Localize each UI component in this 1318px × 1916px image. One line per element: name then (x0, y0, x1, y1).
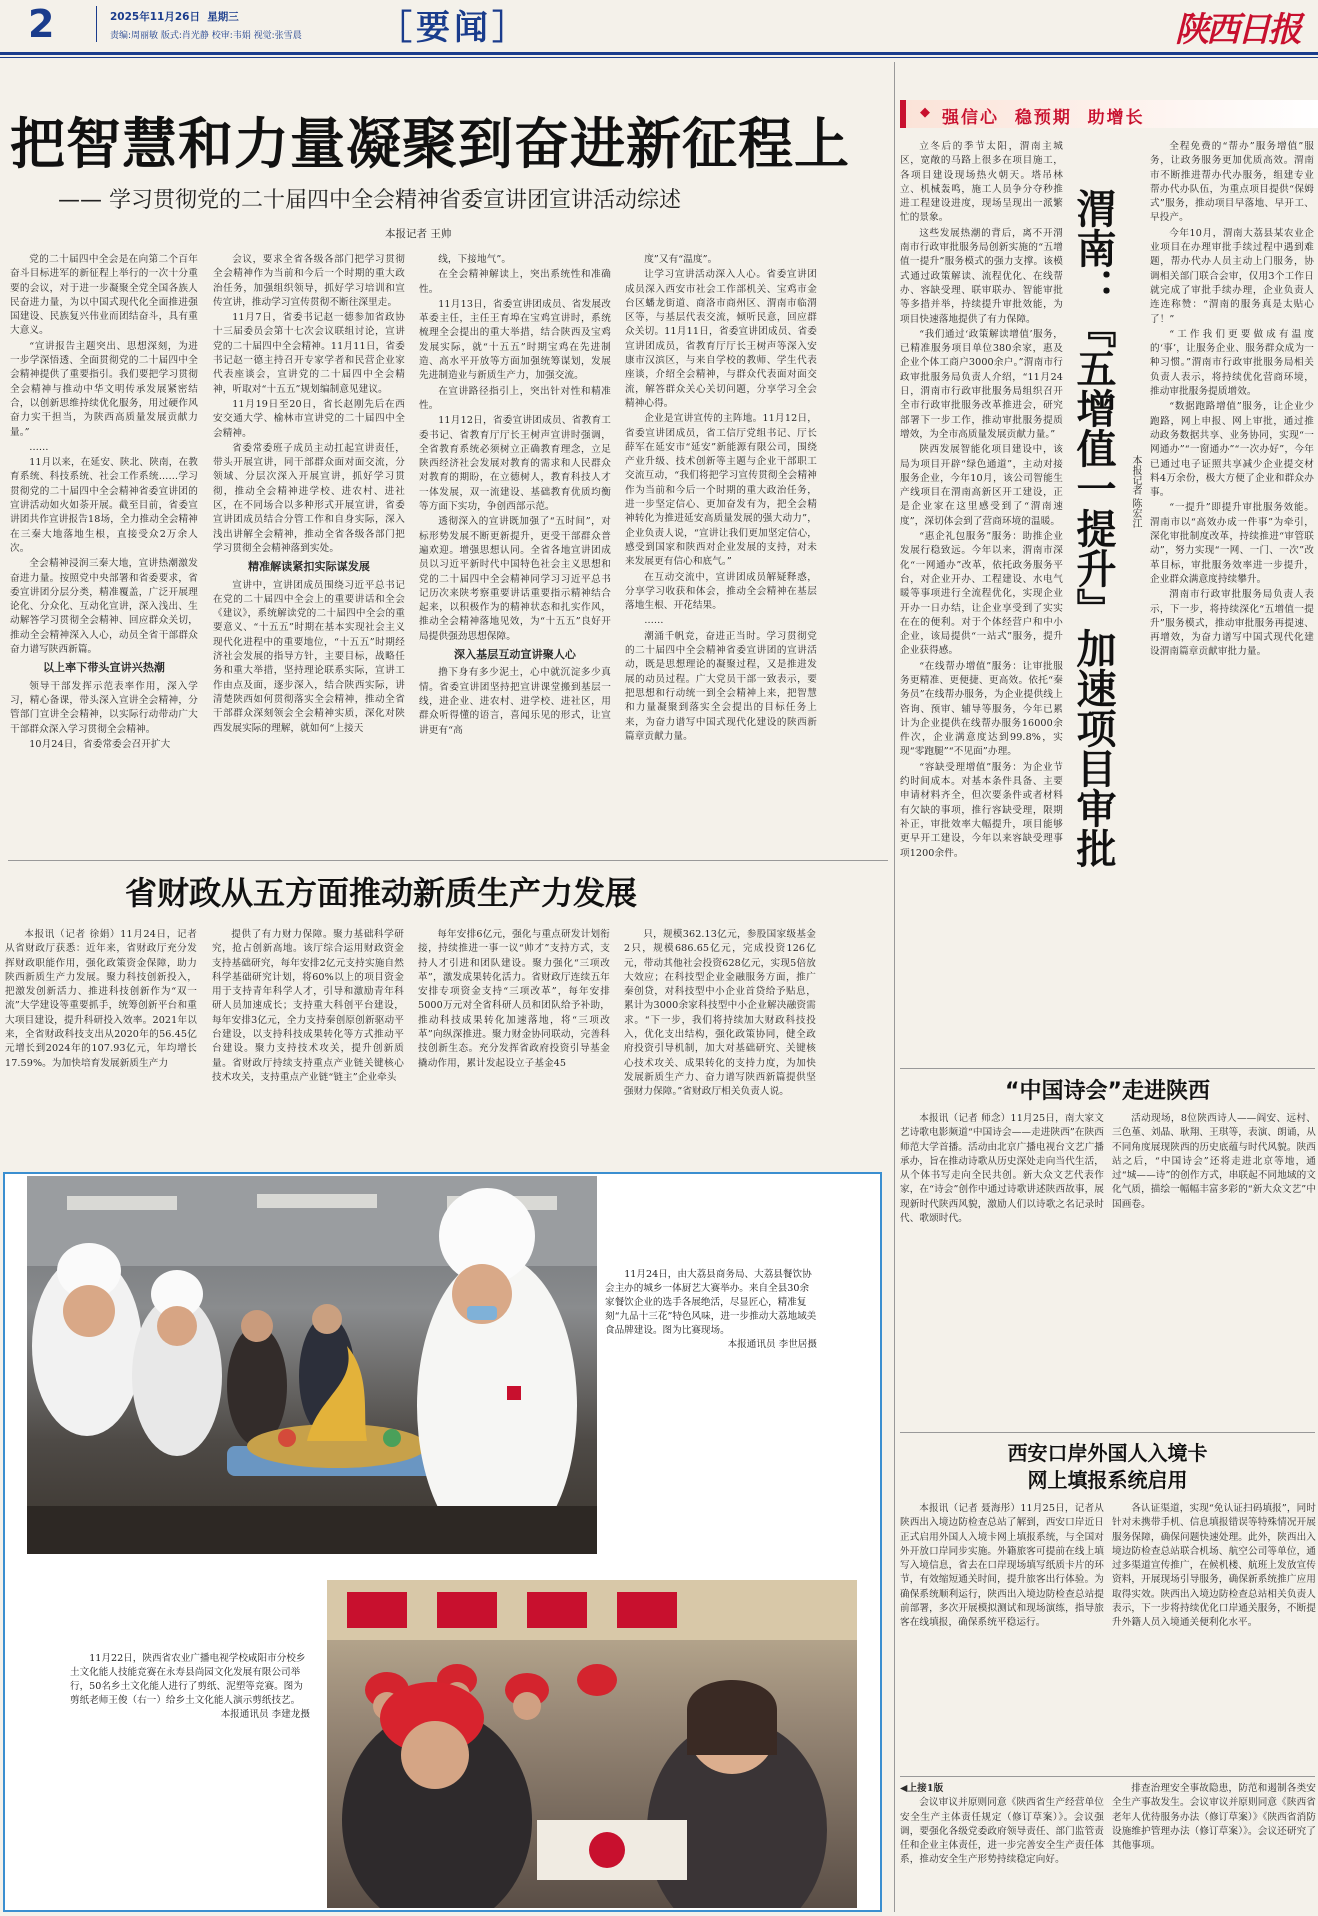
port-column-b: 各认证渠道，实现“免认证扫码填报”，同时针对未携带手机、信息填报错误等特殊情况开展服务保障，确保问题快速处理。此外，陕西出入境边防检查总站联合机场、航空公司等单位，通过多渠道宣传推广，在候机楼、航班上发放宣传资料，开展现场引导服务，确保新系统推广应用取得实效。陕西出入境边防检查总站相关负责人表示，下一步将持续优化口岸通关服务，不断提升外籍人员入境通关便利化水平。 (1112, 1503, 1316, 1629)
lead-column-4: 度”又有“温度”。 让学习宣讲活动深入人心。省委宣讲团成员深入西安市社会工作部机关、宝鸡市金台区蟠龙街道、商洛市商州区、渭南市临渭区等，与基层代表交流，倾听民意，回应群众关切。11月11日，省委宣讲团成员、省委宣讲团成员，省教育厅厅长王树声等深入安康市汉滨区，与来自学校的教师、学生代表座谈，介绍全会精神，与群众代表面对面交流，解答群众关心关切问题，分享学习全会精神心得。 企业是宣讲宣传的主阵地。11月12日，省委宣讲团成员，省工信厅党组书记、厅长薛军在延安市“延安”新能源有限公司，围绕产业升级、技术创新等主题与企业干部职工交流互动，“我们将把学习宣传贯彻全会精神作为当前和今后一个时期的重大政治任务，进一步坚定信心、更加奋发有为，把全会精神转化为推进延安高质量发展的强大动力”，企业负责人说，“宣讲让我们更加坚定信心，感受到国家和陕西对企业发展的支持，对未来发展更有信心和底气。” 在互动交流中，宣讲团成员解疑释惑，分享学习收获和体会，推动全会精神在基层落地生根、开花结果。 …… 潮涌千帆竞，奋进正当时。学习贯彻党的二十届四中全会精神省委宣讲团的宣讲活动，既是思想理论的凝聚过程，又是推进发展的动员过程。广大党员干部一致表示，要把思想和行动统一到全会精神上来，把智慧和力量凝聚到落实全会提出的目标任务上来，为奋力谱写中国式现代化建设的陕西新篇章贡献力量。 (625, 254, 817, 742)
weinan-column-a: 立冬后的季节太阳，渭南主城区，宽敞的马路上很多在项目施工，各项目建设现场热火朝天。塔吊林立、机械轰鸣，施工人员争分夺秒推进工程建设进度，现场呈现出一派繁忙的景象。 这些发展热潮的背后，离不开渭南市行政审批服务局创新实施的“五增值一提升”服务模式的强力支撑。该模式通过政策解读、流程优化、在线帮办、容缺受理、联审联办、智能审批等多措并举，持续提升审批效能，为项目快速落地提供了有力保障。 “我们通过‘政策解读增值’服务，已精准服务项目单位380余家，惠及企业个体工商户3000余户。”渭南市行政审批服务局负责人介绍，“11月24日，渭南市行政审批服务局组织召开全市行政审批服务改革推进会，研究部署下一步工作，推动审批服务提质增效，为全市高质量发展贡献力量。” 陕西发展智能化项目建设中，该局为项目开辟“绿色通道”，主动对接服务企业，今年10月，该公司智能生产线项目在渭南高新区开工建设，正是企业家在这里感受到了“渭南速度”，深切体会到了营商环境的温暖。 “惠企礼包服务”服务：助推企业发展行稳致远。今年以来，渭南市深化“一网通办”改革，依托政务服务平台，对企业开办、工程建设、水电气暖等事项进行全流程优化，实现企业开办一日办结，让企业享受到了实实在在的便利。对于个体经营户和中小企业，该局提供“一站式”服务，提升企业获得感。 “在线帮办增值”服务：让审批服务更精准、更便捷、更高效。依托“秦务员”在线帮办服务，为企业提供线上咨询、预审、辅导等服务，今年已累计为企业提供在线帮办服务16000余件次，企业满意度达到99.8%，实现“零跑腿”“不见面”办理。 “容缺受理增值”服务：为企业节约时间成本。对基本条件具备、主要申请材料齐全，但次要条件或者材料有欠缺的事项，推行容缺受理，限期补正，审批效率大幅提升，项目能够更早开工建设，今年以来容缺受理事项1200余件。 (900, 141, 1063, 859)
chef-competition-illustration (27, 1176, 597, 1554)
lead-subtitle-2: 精准解读紧扣实际谋发展 (247, 560, 371, 574)
masthead (0, 0, 1318, 50)
lead-column-3: 线，下接地气”。 在全会精神解读上，突出系统性和准确性。 11月13日，省委宣讲团成员、省发展改革委主任，主任王育埠在宝鸡宣讲时，系统梳理全会提出的重大举措，结合陕西及宝鸡发展实际，就“十五五”时期宝鸡在先进制造、高水平开放等方面加强统筹谋划，发展先进制造业与新质生产力，加强交流。 在宣讲路径指引上，突出针对性和精准性。 11月12日，省委宣讲团成员、省教育工委书记、省教育厅厅长王树声宣讲时强调，全省教育系统必须树立正确教育理念，立足陕西经济社会发展对教育的需求和人民群众对教育的期盼，在立德树人，教育科技人才一体发展，双一流建设、基础教育优质均衡等方面下实功，争创西部示范。 透彻深入的宣讲既加强了“五时间”，对标形势发展不断更新提升，更受干部群众普遍欢迎。增强思想认同。全省各地宣讲团成员以习近平新时代中国特色社会主义思想和党的二十届四中全会精神同学习习近平总书记历次来陕考察重要讲话重要指示精神结合起来，以积极作为的精神状态和扎实作风，推动全会精神落地见效，为“十五五”良好开局提供强劲思想保障。 深入基层互动宣讲聚人心 撸下身有多少泥土，心中就沉淀多少真情。省委宣讲团坚持把宣讲课堂搬到基层一线，进企业、进农村、进学校、进社区，用群众听得懂的语言，喜闻乐见的形式，让宣讲更有“高 (419, 254, 611, 736)
finance-column-3: 每年安排6亿元，强化与重点研发计划衔接，持续推进一事一议“帅才”支持方式，支持人才引进和团队建设。聚力强化“三项改革”，激发成果转化活力。省财政厅连续五年安排专项资金支持“三项改革”，每年安排5000万元对全省科研人员和团队给予补助，推动科技成果转化加速落地，将“三项改革”向纵深推进。聚力财金协同联动，完善科技创新生态。充分发挥省政府投资引导基金撬动作用，累计发起设立子基金45 (418, 929, 610, 1069)
lead-subtitle-3: 深入基层互动宣讲聚人心 (453, 648, 577, 662)
continued-column-b: 排查治理安全事故隐患，防范和遏制各类安全生产事故发生。会议审议并原则同意《陕西省老年人优待服务办法（修订草案）》《陕西省消防设施维护管理办法（修订草案）》。会议还研究了其他事项。 (1112, 1783, 1316, 1852)
finance-column-1: 本报讯（记者 徐娟）11月24日，记者从省财政厅获悉：近年来，省财政厅充分发挥财政职能作用，强化政策资金保障，助力陕西新质生产力发展。聚力科技创新投入，把激发创新活力、推进科技创新作为“双一流”大学建设等重要抓手，统筹创新平台和重大项目建设，提升科研投入效率。2021年以来，全省财政科技支出从2020年的56.45亿元增长到2024年的107.93亿元，年均增长17.59%。为加快培育发展新质生产力 (5, 929, 197, 1069)
finance-column-2: 提供了有力财力保障。聚力基础科学研究，抢占创新高地。该厅综合运用财政资金支持基础研究，每年安排2亿元支持实施自然科学基础研究计划，将60%以上的项目资金用于支持青年科学人才，引导和激励青年科研人员加速成长；支持重大科创平台建设，每年安排3亿元，全力支持秦创原创新驱动平台建设，以支持科技成果转化等方式推动平台建设。聚力支持技术攻关，提升创新质量。省财政厅持续支持重点产业链关键核心技术攻关，支持重点产业链“链主”企业牵头 (212, 929, 404, 1083)
finance-column-4: 只，规模362.13亿元，参股国家级基金2只，规模686.65亿元，完成投资126亿元，带动其他社会投资628亿元，实现5倍放大效应；在科技型企业金融服务方面，推广秦创贷，对科技型中小企业首贷给予贴息，累计为3000余家科技型中小企业解决融资需求。“下一步，我们将持续加大财政科技投入，优化支出结构，强化政策协同，健全政府投资引导机制，加大对基础研究、关键核心技术攻关、成果转化的支持力度，为加快发展新质生产力、奋力谱写陕西新篇提供坚强财力保障。”省财政厅相关负责人说。 (624, 929, 816, 1098)
paper-cutting-photo (327, 1580, 857, 1908)
newspaper-logo: 陕西日报 (1175, 10, 1299, 50)
banner-star-icon: ◆ (920, 105, 930, 120)
weinan-column-a-cont (900, 900, 1145, 1065)
poetry-column-b: 活动现场，8位陕西诗人——阎安、远村、三色堇、刘晶、耿翔、王琪等，表演、朗诵，从不同角度展现陕西的历史底蕴与时代风貌。陕西站之后，“中国诗会”还将走进北京等地，通过“城——诗”的创作方式，串联起不同地域的文化气质，描绘一幅幅丰富多彩的“新大众文艺”中国画卷。 (1112, 1113, 1316, 1210)
finance-headline: 省财政从五方面推动新质生产力发展 (125, 874, 638, 912)
weinan-headline: 渭南：『五增值一提升』加速项目审批 (1070, 188, 1116, 868)
chef-competition-photo (27, 1176, 597, 1554)
weinan-byline: 本报记者 陈宏江 (1130, 455, 1141, 529)
continued-label: ◀上接1版 (900, 1783, 944, 1794)
paper-cutting-illustration (327, 1580, 857, 1908)
page-number: 2 (28, 2, 55, 46)
poetry-headline: “中国诗会”走进陕西 (1005, 1079, 1210, 1104)
lead-column-1: 党的二十届四中全会是在向第二个百年奋斗目标进军的新征程上举行的一次十分重要的会议，对于进一步凝聚全党全国各族人民奋进力量，为以中国式现代化全面推进强国建设、民族复兴伟业而团结奋斗，具有重大意义。 “宣讲报告主题突出、思想深刻，为进一步学深悟透、全面贯彻党的二十届四中全会精神提供了重要指引。我们要把学习贯彻全会精神与推动中华文明传承发展紧密结合，以创新思维持续优化服务，用过硬作风奋力实干担当，为陕西高质量发展贡献力量。” …… 11月以来，在延安、陕北、陕南，在教育系统、科技系统、社会工作系统……学习贯彻党的二十届四中全会精神省委宣讲团的宣讲活动如火如荼开展。截至目前，省委宣讲团共作宣讲报告18场，全力推动全会精神在三秦大地落地生根，直接受众2万余人次。 全会精神浸润三秦大地，宣讲热潮激发奋进力量。按照党中央部署和省委要求，省委宣讲团分层分类，精准覆盖，广泛开展理论化、分众化、互动化宣讲，深入浅出、生动解答学习贯彻全会精神、回应群众关切，推动全会精神深入人心，动员全省干部群众奋力谱写陕西新篇。 以上率下带头宣讲兴热潮 领导干部发挥示范表率作用，深入学习，精心备课，带头深入宣讲全会精神，分管部门宣讲全会精神，以实际行动带动广大干部群众深入学习贯彻全会精神。 10月24日，省委常委会召开扩大 (10, 254, 198, 750)
lead-subtitle-1: 以上率下带头宣讲兴热潮 (42, 661, 166, 675)
banner-text: 强信心 稳预期 助增长 (942, 108, 1145, 128)
lead-column-2: 会议，要求全省各级各部门把学习贯彻全会精神作为当前和今后一个时期的重大政治任务，加强组织领导，抓好学习培训和宣传宣讲，推动学习宣传贯彻不断往深里走。 11月7日，省委书记赵一德参加省政协十三届委员会第十七次会议联组讨论，宣讲党的二十届四中全会精神。11月11日，省委书记赵一德主持召开专家学者和民营企业家代表座谈会，宣讲党的二十届四中全会精神，听取对“十五五”规划编制意见建议。 11月19日至20日，省长赵刚先后在西安交通大学、榆林市宣讲党的二十届四中全会精神。 省委常委班子成员主动扛起宣讲责任，带头开展宣讲，同干部群众面对面交流，分领域、分层次深入开展宣讲，抓好学习贯彻，推动全会精神进学校、进农村、进社区，在不同场合以多种形式开展宣讲，省委宣讲团成员结合分管工作和自身实际，深入浅出讲解全会精神，推动全省各级各部门把学习贯彻全会精神落到实处。 精准解读紧扣实际谋发展 宣讲中，宣讲团成员围绕习近平总书记在党的二十届四中全会上的重要讲话和全会《建议》，系统解读党的二十届四中全会的重要意义、“十五五”时期在基本实现社会主义现代化进程中的重要地位，“十五五”时期经济社会发展的指导方针，主要目标，战略任务和重大举措，坚持理论联系实际，宣讲工作由点及面，逐步深入，结合陕西实际，讲清楚陕西如何贯彻落实全会精神，推动全省干部群众深刻领会全会精神实质，深化对陕西发展实际的理解，就如何“上接天 (213, 254, 405, 734)
continued-column-a: ◀上接1版 会议审议并原则同意《陕西省生产经营单位安全生产主体责任规定（修订草案）》。会议强调，要强化各级党委政府领导责任、部门监管责任和企业主体责任，进一步完善安全生产责任体系，推动安全生产形势持续稳定向好。 (900, 1783, 1104, 1866)
paper-cutting-caption: 11月22日，陕西省农业广播电视学校咸阳市分校乡土文化能人技能竞赛在永寿县尚园文化发展有限公司举行，50名乡土文化能人进行了剪纸、泥塑等竞赛。图为剪纸老师王俊（右一）给乡土文化能人演示剪纸技艺。 本报通讯员 李建龙摄 (70, 1653, 310, 1720)
theme-banner (900, 100, 1318, 128)
poetry-column-a: 本报讯（记者 师念）11月25日，南大家文艺诗歌电影频道“中国诗会——走进陕西”在陕西师范大学首播。活动由北京广播电视台文艺广播承办，旨在推动诗歌从历史深处走向当代生活，从个体书写走向全民共创。新大众文艺代表作家，在“诗会”创作中通过诗歌讲述陕西故事，展现新时代陕西风貌，激励人们以诗歌之名记录时代、歌颂时代。 (900, 1113, 1104, 1225)
lead-subhead: —— 学习贯彻党的二十届四中全会精神省委宣讲团宣讲活动综述 (58, 188, 681, 213)
weinan-column-b: 全程免费的“帮办”服务增值”服务，让政务服务更加优质高效。渭南市不断推进帮办代办服务，组建专业帮办代办队伍，为重点项目提供“保姆式”服务，推动项目早落地、早开工、早投产。 今年10月，渭南大荔县某农业企业项目在办理审批手续过程中遇到难题，帮办代办人员主动上门服务，协调相关部门联合会审，仅用3个工作日就完成了审批手续办理，企业负责人连连称赞：“渭南的服务真是太贴心了！” “工作我们更要做成有温度的‘事’，让服务企业、服务群众成为一种习惯。”渭南市行政审批服务局相关负责人表示，将持续优化营商环境，推动审批服务提质增效。 “数据跑路增值”服务，让企业少跑路，网上申报、网上审批，通过推动政务数据共享、业务协同，实现“一网通办”“一窗通办”“一次办好”，今年已通过电子证照共享减少企业提交材料4万余份，极大方便了企业和群众办事。 “一提升”即提升审批服务效能。渭南市以“高效办成一件事”为牵引，深化审批制度改革，持续推进“审管联动”，努力实现“一网、一门、一次”改革目标，审批服务效率进一步提升，企业群众满意度持续攀升。 渭南市行政审批服务局负责人表示，下一步，将持续深化“五增值一提升”服务模式，推动审批服务再提速、再增效，为奋力谱写中国式现代化建设渭南篇章贡献审批力量。 (1150, 141, 1314, 658)
masthead-rule (0, 52, 1318, 55)
editorial-staff: 责编:周丽敏 版式:肖光静 校审:韦娟 视觉:张雪晨 (110, 31, 302, 41)
port-headline: 西安口岸外国人入境卡 网上填报系统启用 (1007, 1441, 1208, 1492)
chef-photo-caption: 11月24日，由大荔县商务局、大荔县餐饮协会主办的城乡一体厨艺大赛举办。来自全县30余家餐饮企业的选手各展绝活，尽显匠心，精准复刻“九品十三花”特色风味，进一步推动大荔地域美食品牌建设。图为比赛现场。 本报通讯员 李世居摄 (605, 1269, 817, 1350)
lead-headline: 把智慧和力量凝聚到奋进新征程上 (10, 111, 851, 176)
port-column-a: 本报讯（记者 聂海彤）11月25日，记者从陕西出入境边防检查总站了解到，西安口岸近日正式启用外国人入境卡网上填报系统，与全国对外开放口岸同步实施。外籍旅客可提前在线上填写入境信息，省去在口岸现场填写纸质卡片的环节，有效缩短通关时间，提升旅客出行体验。为确保系统顺利运行，陕西出入境边防检查总站提前部署，多次开展模拟测试和现场演练，指导旅客在线填报，确保系统平稳运行。 (900, 1503, 1104, 1629)
section-title: ［要闻］ (378, 8, 530, 48)
lead-byline: 本报记者 王帅 (385, 228, 452, 240)
issue-date: 2025年11月26日 星期三 (110, 11, 239, 23)
